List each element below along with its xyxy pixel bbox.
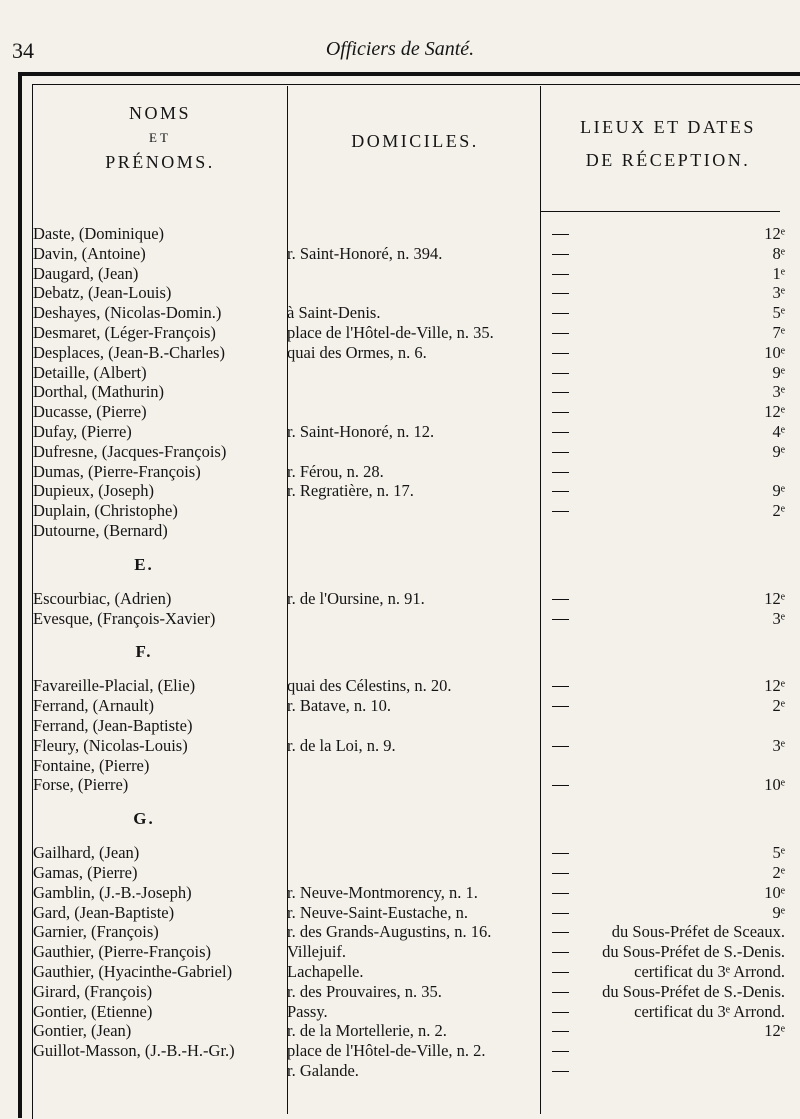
entry-name: Forse, (Pierre) [33,775,129,795]
entry-name: Desmaret, (Léger-François) [33,323,216,342]
entry-domicile: r. Saint-Honoré, n. 12. [287,422,435,441]
page-number: 34 [12,38,34,63]
table-row [0,244,800,264]
entry-domicile: à Saint-Denis. [287,303,381,323]
table-row [0,589,800,609]
entry-name: Dutourne, (Bernard) [33,521,168,540]
entry-reception: 12ᵉ [764,224,785,243]
table-row [0,303,800,323]
entry-reception: 3ᵉ [772,735,785,755]
entry-reception: 1ᵉ [772,263,785,283]
entry-name: Dumas, (Pierre-François) [33,461,201,481]
column-header-lieux [548,118,788,184]
entry-domicile: place de l'Hôtel-de-Ville, n. 35. [287,323,494,342]
table-row [0,962,800,982]
table-row [0,843,800,863]
entry-reception: 2ᵉ [772,696,785,716]
header-prenoms-label: PRÉNOMS. [105,152,215,172]
entry-name: Debatz, (Jean-Louis) [33,283,172,303]
entry-domicile: Lachapelle. [287,962,364,981]
entry-domicile: r. Batave, n. 10. [287,696,392,716]
entry-name: Favareille-Placial, (Elie) [33,676,196,696]
entry-name: Gard, (Jean-Baptiste) [33,902,175,922]
entry-name: Gamblin, (J.-B.-Joseph) [33,882,192,902]
entry-name: Guillot-Masson, (J.-B.-H.-Gr.) [33,1041,235,1061]
table-row [0,609,800,629]
section-letter: G. [133,809,155,829]
entry-domicile: r. Férou, n. 28. [287,461,384,481]
entry-reception: certificat du 3ᵉ Arrond. [634,1001,785,1021]
entry-reception: 3ᵉ [772,283,785,303]
entry-reception: 2ᵉ [772,501,785,521]
ditto-dash [552,1071,569,1072]
header-et-label: ET [149,130,171,145]
running-title: Officiers de Santé. [325,38,475,60]
entry-name: Davin, (Antoine) [33,243,146,263]
ditto-dash [552,1051,569,1052]
table-row [0,1041,800,1061]
table-row [0,1021,800,1041]
entry-reception: 9ᵉ [772,481,785,501]
entry-reception: 9ᵉ [772,362,785,382]
entry-name: Evesque, (François-Xavier) [33,608,216,628]
entry-domicile: Passy. [287,1001,328,1021]
entry-reception: 9ᵉ [772,441,785,461]
entry-domicile: r. des Prouvaires, n. 35. [287,981,442,1001]
entry-name: Gontier, (Etienne) [33,1001,153,1021]
table-row [0,224,800,244]
column-header-domiciles: DOMICILES. [351,131,479,151]
table-row [0,501,800,521]
header-noms-label: NOMS [128,103,191,123]
table-row [0,462,800,482]
table-row [0,903,800,923]
entry-domicile: r. de l'Oursine, n. 91. [287,588,425,608]
table-row [0,363,800,383]
column-header-noms [40,104,280,180]
entry-reception: 10ᵉ [764,342,785,362]
header-reception-label: DE RÉCEPTION. [585,150,751,170]
entry-reception: du Sous-Préfet de S.-Denis. [602,981,785,1001]
entry-domicile: r. Neuve-Montmorency, n. 1. [287,882,478,902]
entry-name: Deshayes, (Nicolas-Domin.) [33,303,222,323]
entry-reception: du Sous-Préfet de S.-Denis. [602,942,785,962]
entry-reception: 4ᵉ [772,422,785,441]
table-row [0,264,800,284]
entry-reception: 5ᵉ [772,303,785,323]
table-row [0,521,800,541]
table-row [0,1061,800,1081]
table-row [0,481,800,501]
entry-name: Ducasse, (Pierre) [33,402,147,422]
entry-reception: 12ᵉ [764,1021,785,1041]
entry-name: Dorthal, (Mathurin) [33,382,165,402]
entry-domicile: r. de la Loi, n. 9. [287,735,396,755]
entry-domicile: r. des Grands-Augustins, n. 16. [287,922,492,942]
entry-name: Fontaine, (Pierre) [33,755,150,775]
table-row [0,883,800,903]
entry-name: Gailhard, (Jean) [33,843,140,863]
entry-domicile: r. Saint-Honoré, n. 394. [287,243,443,263]
table-row [0,422,800,442]
table-row [0,382,800,402]
table-row [0,1002,800,1022]
entry-name: Escourbiac, (Adrien) [33,588,172,608]
entry-name: Gauthier, (Pierre-François) [33,942,212,962]
entry-name: Gontier, (Jean) [33,1021,132,1041]
ditto-dash [552,472,569,473]
entry-domicile: place de l'Hôtel-de-Ville, n. 2. [287,1041,486,1061]
table-row [0,343,800,363]
entry-reception: du Sous-Préfet de Sceaux. [611,922,785,942]
entry-reception: 10ᵉ [764,775,785,795]
entry-domicile: r. Regratière, n. 17. [287,481,414,501]
entry-reception: 3ᵉ [772,382,785,402]
entry-name: Duplain, (Christophe) [33,501,178,521]
entry-reception: 12ᵉ [764,588,785,608]
entry-name: Dupieux, (Joseph) [33,481,154,501]
entry-reception: 2ᵉ [772,863,785,882]
table-row [0,442,800,462]
entry-domicile: quai des Ormes, n. 6. [287,342,427,362]
table-row [0,942,800,962]
entry-domicile: quai des Célestins, n. 20. [287,676,452,696]
table-row [0,323,800,343]
table-row [0,716,800,736]
entry-name: Girard, (François) [33,981,153,1001]
table-row [0,696,800,716]
entry-name: Dufay, (Pierre) [33,422,132,441]
entry-reception: 3ᵉ [772,608,785,628]
table-row [0,922,800,942]
section-letter: E. [134,554,154,574]
header-lieux-label: LIEUX ET DATES [580,117,756,137]
table-row [0,982,800,1002]
entry-name: Fleury, (Nicolas-Louis) [33,735,188,755]
section-letter: F. [135,642,153,662]
entry-reception: 12ᵉ [764,402,785,422]
table-row [0,736,800,756]
entry-reception: 12ᵉ [764,676,785,696]
entry-domicile: r. Galande. [287,1061,359,1080]
table-row [0,676,800,696]
entry-name: Daugard, (Jean) [33,263,139,283]
entry-name: Gamas, (Pierre) [33,863,138,882]
table-row [0,283,800,303]
entry-reception: 5ᵉ [772,843,785,863]
header-rule [540,211,780,212]
entry-domicile: r. de la Mortellerie, n. 2. [287,1021,447,1041]
entry-name: Garnier, (François) [33,922,159,942]
entry-name: Desplaces, (Jean-B.-Charles) [33,342,225,362]
entry-name: Ferrand, (Arnault) [33,696,154,716]
entry-reception: 10ᵉ [764,882,785,902]
entry-name: Detaille, (Albert) [33,362,147,382]
entry-domicile: Villejuif. [287,942,347,962]
entry-reception: 9ᵉ [772,902,785,922]
page-header [0,38,800,68]
entry-domicile: r. Neuve-Saint-Eustache, n. [287,902,468,922]
entry-name: Ferrand, (Jean-Baptiste) [33,716,193,735]
entry-reception: 7ᵉ [772,323,785,342]
entry-reception: certificat du 3ᵉ Arrond. [634,962,785,981]
entry-reception: 8ᵉ [772,243,785,263]
table-row [0,863,800,883]
table-row [0,402,800,422]
table-row [0,775,800,795]
entry-name: Dufresne, (Jacques-François) [33,441,227,461]
table-row [0,756,800,776]
entry-name: Gauthier, (Hyacinthe-Gabriel) [33,962,233,981]
entry-name: Daste, (Dominique) [33,224,165,243]
